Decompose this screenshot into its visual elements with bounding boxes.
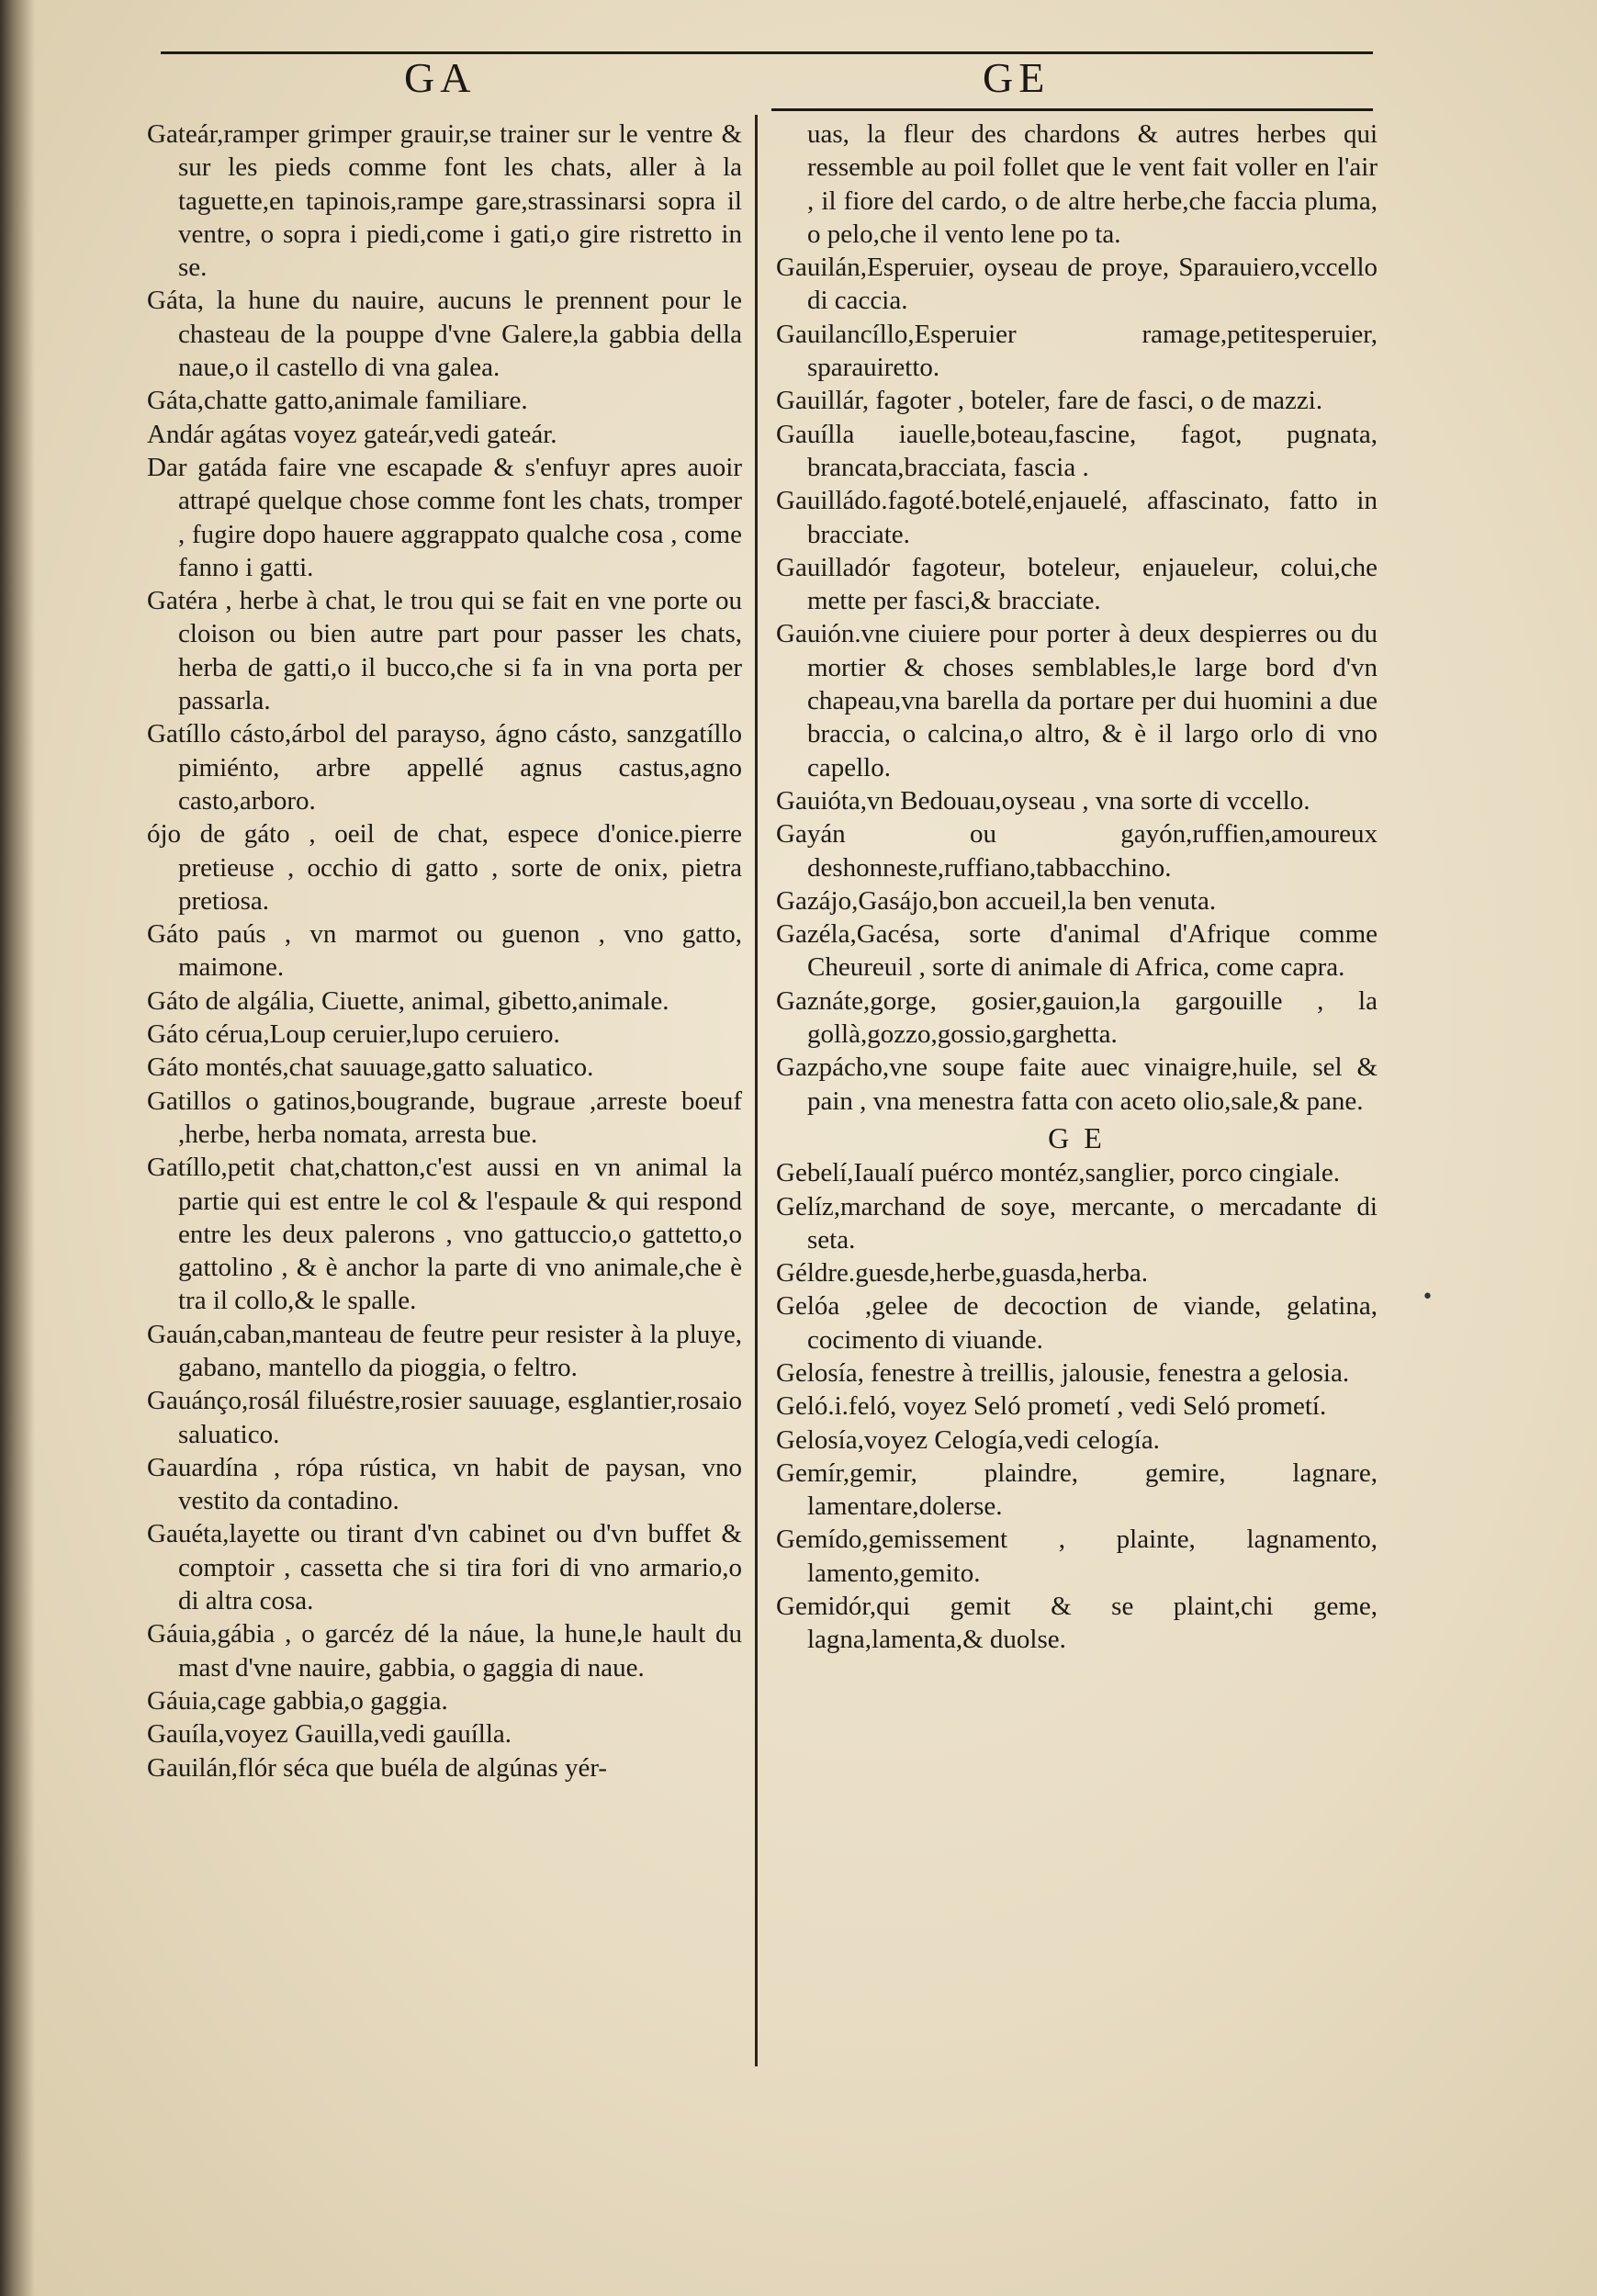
dictionary-entry: Gauílla iauelle,boteau,fascine, fagot, pugnata, brancata,bracciata, fascia . — [776, 419, 1378, 482]
dictionary-entry: Gáuia,cage gabbia,o gaggia. — [147, 1685, 448, 1716]
dictionary-entry: ójo de gáto , oeil de chat, espece d'onice.pierre pretieuse , occhio di gatto , sorte de onix, pietra pretiosa. — [147, 819, 742, 916]
dictionary-entry: Gáuia,gábia , o garcéz dé la náue, la hune,le hault du mast d'vne nauire, gabbia, o gaggia di naue. — [147, 1619, 742, 1683]
dictionary-entry: Gauánço,rosál filuéstre,rosier sauuage, esglantier,rosaio saluatico. — [147, 1386, 742, 1449]
dictionary-entry: Gatillos o gatinos,bougrande, bugraue ,arreste boeuf ,herbe, herba nomata, arresta bue. — [147, 1086, 742, 1149]
dictionary-entry: Gatíllo cásto,árbol del parayso, ágno cásto, sanzgatíllo pimiénto, arbre appellé agnus castus,agno casto,arboro. — [147, 719, 742, 816]
page-gutter-shadow — [0, 0, 35, 2296]
dictionary-entry: Gemír,gemir, plaindre, gemire, lagnare, lamentare,dolerse. — [776, 1458, 1378, 1522]
dictionary-entry: Gauilládo.fagoté.botelé,enjauelé, affascinato, fatto in bracciate. — [776, 486, 1378, 549]
dictionary-entry: Gelíz,marchand de soye, mercante, o mercadante di seta. — [776, 1191, 1378, 1255]
dictionary-entry: Gatíllo,petit chat,chatton,c'est aussi en vn animal la partie qui est entre le col & l'espaule & qui respond entre les deux palerons , vno gattuccio,o gattetto,o gattolino , & è anchor la parte di vno animale,che è tra il collo,& le spalle. — [147, 1153, 742, 1316]
dictionary-entry: Gauán,caban,manteau de feutre peur resister à la pluye, gabano, mantello da pioggia, o feltro. — [147, 1319, 742, 1382]
dictionary-entry: Gauióta,vn Bedouau,oyseau , vna sorte di vccello. — [776, 785, 1310, 816]
dictionary-entry: Gáto montés,chat sauuage,gatto saluatico. — [147, 1052, 594, 1083]
header-rule-right — [771, 108, 1373, 111]
dictionary-entry: Andár agátas voyez gateár,vedi gateár. — [147, 419, 557, 449]
dictionary-entry: Géldre.guesde,herbe,guasda,herba. — [776, 1258, 1149, 1289]
dictionary-entry: Gaznáte,gorge, gosier,gauion,la gargouille , la gollà,gozzo,gossio,garghetta. — [776, 985, 1378, 1050]
dictionary-entry: Gazpácho,vne soupe faite auec vinaigre,huile, sel & pain , vna menestra fatta con aceto olio,sale,& pane. — [776, 1052, 1378, 1116]
dictionary-entry: Gauilán,flór séca que buéla de algúnas yér- — [147, 1752, 608, 1783]
dictionary-entry: Gelóa ,gelee de decoction de viande, gelatina, cocimento di viuande. — [776, 1291, 1378, 1355]
left-column — [147, 118, 742, 1784]
dictionary-entry: Gauéta,layette ou tirant d'vn cabinet ou d'vn buffet & comptoir , cassetta che si tira fori di vno armario,o di altra cosa. — [147, 1519, 742, 1616]
dictionary-entry: Gatéra , herbe à chat, le trou qui se fait en vne porte ou cloison ou bien autre part pour passer les chats, herba de gatti,o il bucco,che si fa in vna porta per passarla. — [147, 586, 742, 716]
header-rule — [161, 51, 1373, 54]
dictionary-entry: Gauión.vne ciuiere pour porter à deux despierres ou du mortier & choses semblables,le large bord d'vn chapeau,vna barella da portare per dui huomini a due braccia, o calcina,o altro, & è il largo orlo di vno capello. — [776, 619, 1378, 782]
dictionary-entry: Dar gatáda faire vne escapade & s'enfuyr apres auoir attrapé quelque chose comme font les chats, tromper , fugire dopo hauere aggrappato qualche cosa , come fanno i gatti. — [147, 452, 742, 582]
dictionary-entry: Gauilancíllo,Esperuier ramage,petitesperuier, sparauiretto. — [776, 319, 1378, 383]
running-head-left: GA — [404, 54, 477, 101]
dictionary-entry: Gelosía, fenestre à treillis, jalousie, fenestra a gelosia. — [776, 1357, 1350, 1388]
dictionary-entry: Gebelí,Iaualí puérco montéz,sanglier, porco cingiale. — [776, 1158, 1341, 1188]
dictionary-entry: Gazájo,Gasájo,bon accueil,la ben venuta. — [776, 885, 1217, 916]
dictionary-entry: Gayán ou gayón,ruffien,amoureux deshonneste,ruffiano,tabbacchino. — [776, 819, 1378, 883]
dictionary-entry: Gauilán,Esperuier, oyseau de proye, Sparauiero,vccello di caccia. — [776, 253, 1378, 316]
dictionary-entry: Gazéla,Gacésa, sorte d'animal d'Afrique comme Cheureuil , sorte di animale di Africa, come capra. — [776, 919, 1378, 983]
dictionary-entry: Gáta,chatte gatto,animale familiare. — [147, 386, 528, 416]
column-divider — [755, 115, 758, 2066]
dictionary-entry: Gauíla,voyez Gauilla,vedi gauílla. — [147, 1719, 512, 1750]
dictionary-entry: Gemidór,qui gemit & se plaint,chi geme, lagna,lamenta,& duolse. — [776, 1592, 1378, 1655]
dictionary-entry: Gauardína , rópa rústica, vn habit de paysan, vno vestito da contadino. — [147, 1452, 742, 1516]
dictionary-entry: Gemído,gemissement , plainte, lagnamento, lamento,gemito. — [776, 1525, 1378, 1588]
dictionary-entry: Gáto de algália, Ciuette, animal, gibetto,animale. — [147, 985, 669, 1016]
dictionary-entry: Gelosía,voyez Celogía,vedi celogía. — [776, 1424, 1160, 1455]
running-head-right: GE — [983, 54, 1051, 101]
dictionary-entry: Gateár,ramper grimper grauir,se trainer sur le ventre & sur les pieds comme font les chats, aller à la taguette,en tapinois,rampe gare,strassinarsi sopra il ventre, o sopra i piedi,come i gati,o gire ristretto in se. — [147, 119, 742, 283]
dictionary-entry: Gáto paús , vn marmot ou guenon , vno gatto, maimone. — [147, 919, 742, 983]
margin-mark: • — [1422, 1286, 1434, 1309]
section-heading-ge: G E — [1048, 1120, 1106, 1154]
dictionary-entry: Gáta, la hune du nauire, aucuns le prennent pour le chasteau de la pouppe d'vne Galere,la gabbia della naue,o il castello di vna galea. — [147, 286, 742, 383]
dictionary-entry: uas, la fleur des chardons & autres herbes qui ressemble au poil follet que le vent fait voller en l'air , il fiore del cardo, o de altre herbe,che faccia pluma, o pelo,che il vento lene po ta. — [807, 119, 1378, 249]
dictionary-entry: Geló.i.feló, voyez Seló prometí , vedi Seló prometí. — [776, 1391, 1327, 1422]
dictionary-entry: Gauilladór fagoteur, boteleur, enjaueleur, colui,che mette per fasci,& bracciate. — [776, 552, 1378, 616]
dictionary-entry: Gáto cérua,Loup ceruier,lupo ceruiero. — [147, 1019, 560, 1050]
dictionary-entry: Gauillár, fagoter , boteler, fare de fasci, o de mazzi. — [776, 386, 1323, 416]
right-column — [776, 118, 1378, 1657]
